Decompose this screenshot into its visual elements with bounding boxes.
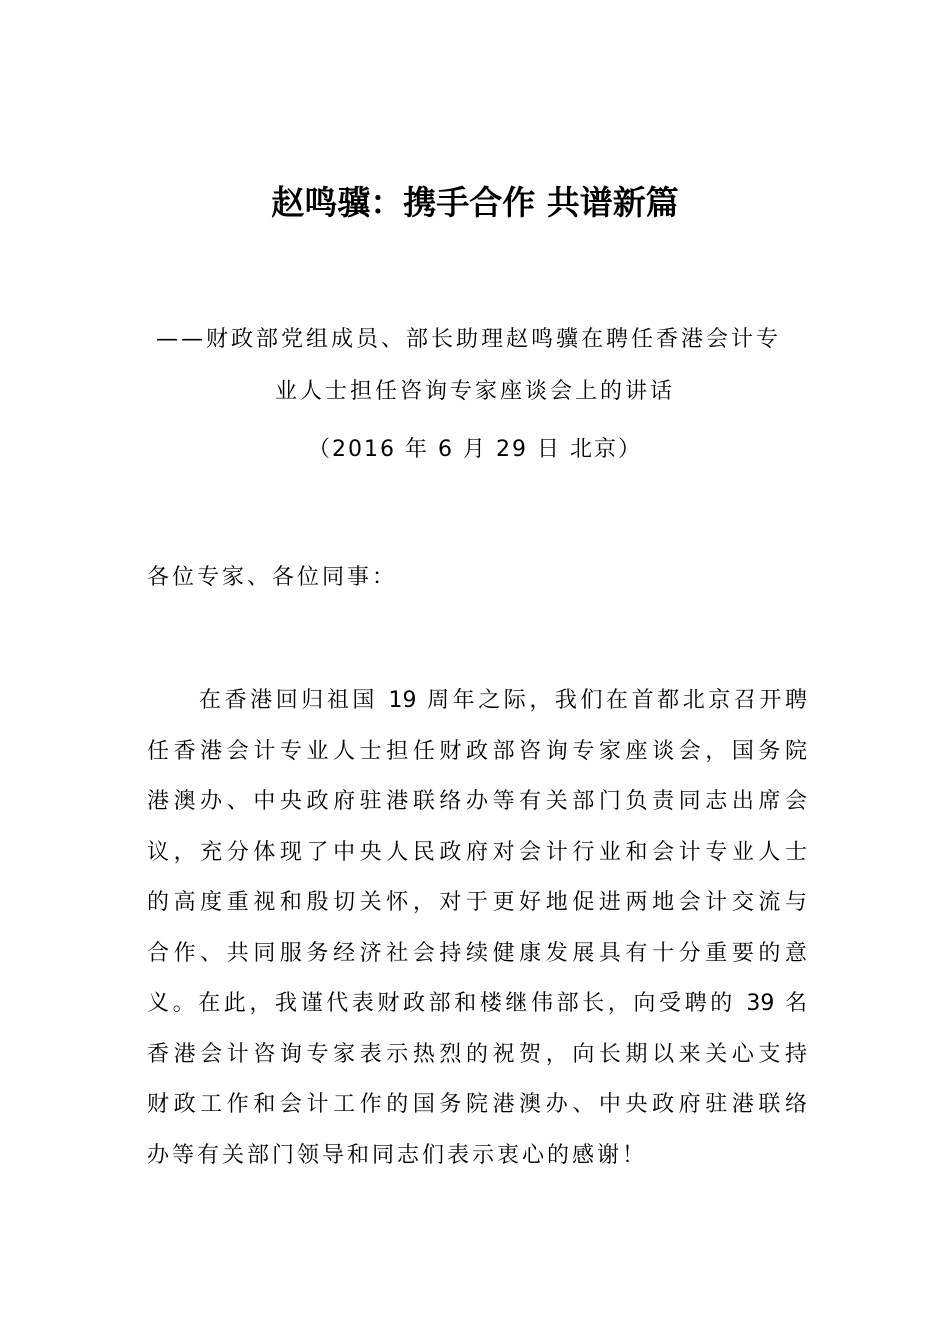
paragraph-line: 港澳办、中央政府驻港联络办等有关部门负责同志出席会: [147, 789, 807, 814]
paragraph-line: 办等有关部门领导和同志们表示衷心的感谢！: [147, 1142, 648, 1168]
body-paragraph: [147, 676, 807, 1181]
paragraph-line: 义。在此，我谨代表财政部和楼继伟部长，向受聘的 39 名: [147, 991, 807, 1016]
dateline: （2016 年 6 月 29 日 北京）: [308, 437, 642, 462]
paragraph-line: 任香港会计专业人士担任财政部咨询专家座谈会，国务院: [147, 738, 807, 764]
paragraph-line: 合作、共同服务经济社会持续健康发展具有十分重要的意: [147, 940, 807, 966]
document-title: 赵鸣骥：携手合作 共谱新篇: [271, 183, 679, 222]
paragraph-line: 香港会计咨询专家表示热烈的祝贺，向长期以来关心支持: [147, 1041, 807, 1067]
paragraph-line: 议，充分体现了中央人民政府对会计行业和会计专业人士: [147, 839, 807, 865]
paragraph-line: 财政工作和会计工作的国务院港澳办、中央政府驻港联络: [147, 1092, 807, 1117]
subtitle-line-1: ——财政部党组成员、部长助理赵鸣骥在聘任香港会计专: [156, 327, 782, 352]
paragraph-line: 的高度重视和殷切关怀，对于更好地促进两地会计交流与: [147, 890, 807, 915]
paragraph-line: 在香港回归祖国 19 周年之际，我们在首都北京召开聘: [199, 688, 807, 713]
subtitle-line-2: 业人士担任咨询专家座谈会上的讲话: [274, 379, 675, 404]
document-subtitle: [150, 314, 810, 418]
salutation: 各位专家、各位同事：: [147, 565, 398, 590]
